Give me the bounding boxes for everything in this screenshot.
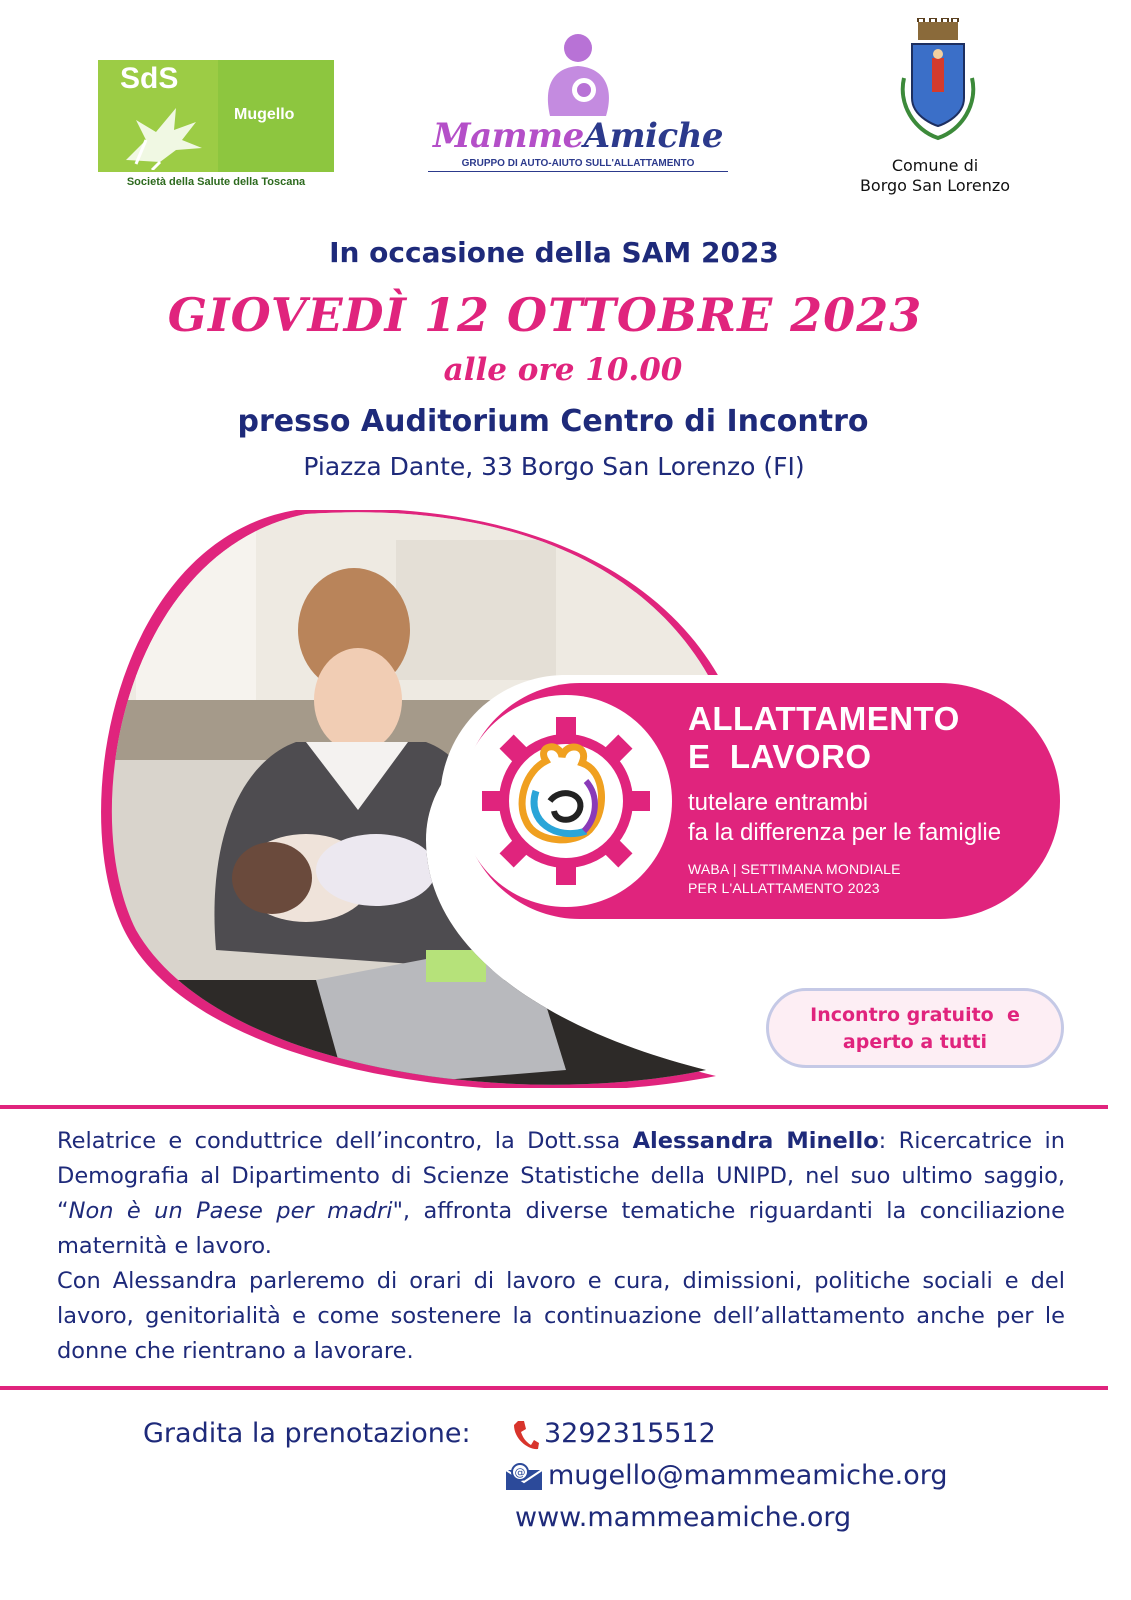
book-title: Non è un Paese per madri: [68, 1198, 393, 1224]
phone-icon: [512, 1419, 540, 1451]
event-address: Piazza Dante, 33 Borgo San Lorenzo (FI): [303, 452, 805, 481]
banner-waba-line1: WABA | SETTIMANA MONDIALE: [688, 861, 901, 877]
description-role: : Ricercatrice in Demografia al Dipartimento di Scienze Statistiche della UNIPD, nel suo ultimo saggio, “: [57, 1128, 1065, 1224]
free-badge-line1: Incontro gratuito e: [810, 1004, 1020, 1026]
coat-of-arms-icon: [890, 18, 986, 144]
svg-text:@: @: [514, 1465, 526, 1479]
event-description: [57, 1124, 1065, 1369]
event-time: alle ore 10.00: [443, 352, 683, 388]
banner-subtitle: [688, 788, 1001, 848]
breastfeeding-mother-icon: [538, 30, 618, 116]
description-paragraph-1: [57, 1124, 1065, 1264]
comune-name: [850, 156, 1020, 196]
description-topics: ", affronta diverse tematiche riguardanti la conciliazione maternità e lavoro.: [57, 1198, 1065, 1259]
banner-sub-line1: tutelare entrambi: [688, 789, 869, 816]
divider-bottom: [0, 1386, 1108, 1390]
divider-top: [0, 1105, 1108, 1109]
free-event-badge: [766, 988, 1064, 1068]
banner-title: [688, 700, 960, 776]
mamme-amiche-logo: [428, 30, 728, 180]
mamme-amiche-name: [428, 116, 728, 156]
comune-line1: Comune di: [891, 156, 979, 175]
email-icon: [504, 1462, 544, 1492]
free-badge-line2: aperto a tutti: [842, 1031, 988, 1053]
banner-title-line1: ALLATTAMENTO: [688, 700, 960, 737]
sds-mugello-logo: [98, 60, 334, 194]
description-intro: Relatrice e conduttrice dell’incontro, la Dott.ssa: [57, 1128, 633, 1154]
phone-number[interactable]: 3292315512: [544, 1418, 716, 1449]
mamme-name-part1: Mamme: [432, 116, 584, 156]
banner-title-line2: E LAVORO: [688, 738, 872, 775]
description-paragraph-2: Con Alessandra parleremo di orari di lavoro e cura, dimissioni, politiche sociali e del lavoro, genitorialità e come sostenere la continuazione dell’allattamento anche per le donne che rientrano a lavorare.: [57, 1268, 1065, 1364]
email-contact[interactable]: [504, 1460, 948, 1492]
comune-line2: Borgo San Lorenzo: [859, 176, 1011, 195]
occasion-heading: In occasione della SAM 2023: [329, 236, 779, 269]
website-link[interactable]: www.mammeamiche.org: [515, 1502, 852, 1533]
phone-contact[interactable]: [512, 1418, 716, 1451]
mamme-amiche-tagline: GRUPPO DI AUTO-AIUTO SULL'ALLATTAMENTO: [428, 158, 728, 172]
event-date: GIOVEDÌ 12 OTTOBRE 2023: [167, 288, 923, 342]
mamme-name-part2: Amiche: [583, 116, 724, 156]
comune-borgo-logo: [850, 18, 1030, 198]
speaker-name: Alessandra Minello: [632, 1128, 879, 1154]
email-address[interactable]: mugello@mammeamiche.org: [548, 1460, 948, 1491]
banner-waba: [688, 860, 901, 898]
sds-logo-mugello: Mugello: [234, 106, 295, 123]
banner-waba-line2: PER L'ALLATTAMENTO 2023: [688, 880, 880, 896]
pegasus-icon: [116, 100, 212, 170]
banner-sub-line2: fa la differenza per le famiglie: [688, 819, 1002, 846]
sds-logo-title: SdS: [120, 62, 179, 95]
event-venue: presso Auditorium Centro di Incontro: [237, 404, 869, 439]
sds-logo-caption: Società della Salute della Toscana: [126, 176, 306, 188]
booking-label: Gradita la prenotazione:: [143, 1418, 471, 1449]
